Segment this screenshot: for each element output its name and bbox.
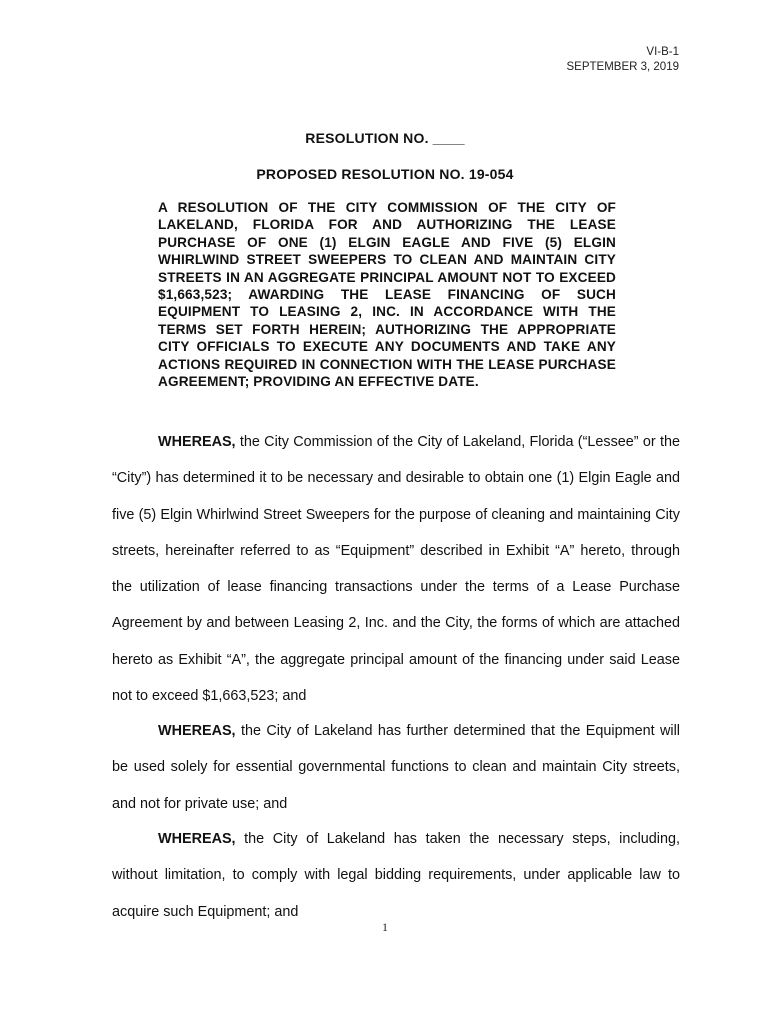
paragraph-lead: WHEREAS, [158,831,236,847]
page-number: 1 [382,920,388,934]
whereas-paragraph-1 [112,424,680,714]
proposed-resolution-number: PROPOSED RESOLUTION NO. 19-054 [256,166,514,182]
whereas-paragraph-3 [112,821,680,930]
document-reference [567,45,680,75]
paragraph-text: the City Commission of the City of Lakeland, Florida (“Lessee” or the “City”) has determined it to be necessary and desirable to obtain one (1) Elgin Eagle and five (5) Elgin Whirlwind Street Sweepers for the purpose of cleaning and maintaining City streets, hereinafter referred to as “Equipment” described in Exhibit “A” hereto, through the utilization of lease financing transactions under the terms of a Lease Purchase Agreement by and between Leasing 2, Inc. and the City, the forms of which are attached hereto as Exhibit “A”, the aggregate principal amount of the financing under said Lease not to exceed $1,663,523; and [112,434,680,705]
whereas-paragraph-2 [112,713,680,822]
agenda-item-ref: VI-B-1 [646,46,679,58]
paragraph-text: the City of Lakeland has further determined that the Equipment will be used solely for essential governmental functions to clean and maintain City streets, and not for private use; and [112,723,680,812]
paragraph-lead: WHEREAS, [158,723,236,739]
paragraph-lead: WHEREAS, [158,434,236,450]
resolution-number: RESOLUTION NO. ____ [305,130,465,146]
agenda-date: SEPTEMBER 3, 2019 [566,61,679,73]
resolution-title: A RESOLUTION OF THE CITY COMMISSION OF THE CITY OF LAKELAND, FLORIDA FOR AND AUTHORIZING THE LEASE PURCHASE OF ONE (1) ELGIN EAGLE AND FIVE (5) ELGIN WHIRLWIND STREET SWEEPERS TO CLEAN AND MAINTAIN CITY STREETS IN AN AGGREGATE PRINCIPAL AMOUNT NOT TO EXCEED $1,663,523; AWARDING THE LEASE FINANCING OF SUCH EQUIPMENT TO LEASING 2, INC. IN ACCORDANCE WITH THE TERMS SET FORTH HEREIN; AUTHORIZING THE APPROPRIATE CITY OFFICIALS TO EXECUTE ANY DOCUMENTS AND TAKE ANY ACTIONS REQUIRED IN CONNECTION WITH THE LEASE PURCHASE AGREEMENT; PROVIDING AN EFFECTIVE DATE. [158,200,616,390]
paragraph-text: the City of Lakeland has taken the necessary steps, including, without limitation, to comply with legal bidding requirements, under applicable law to acquire such Equipment; and [112,831,680,920]
